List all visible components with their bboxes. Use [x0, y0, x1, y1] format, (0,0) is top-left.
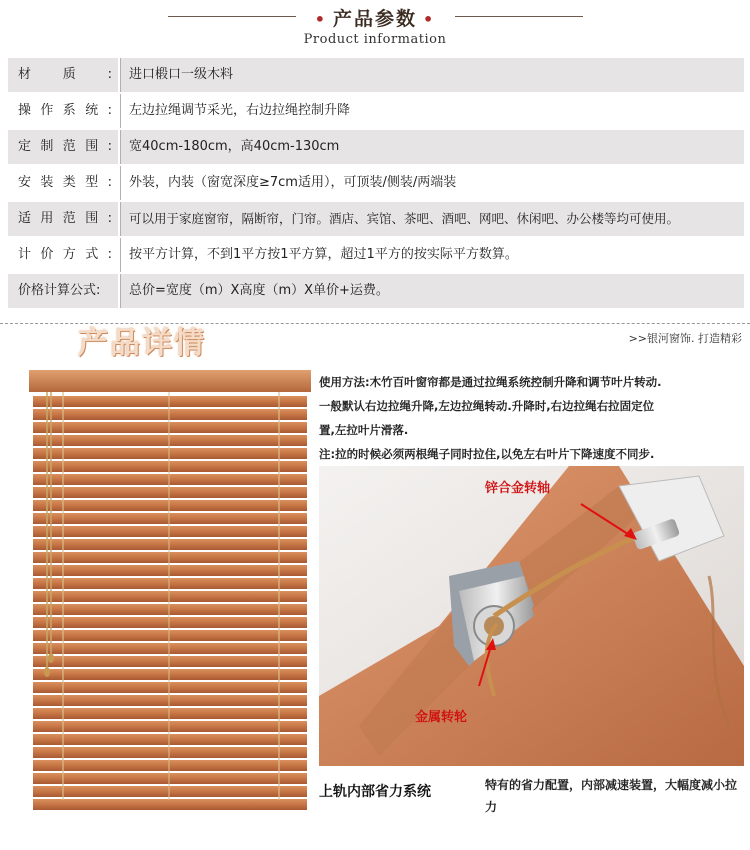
param-row	[8, 274, 744, 308]
mechanism-caption: 上轨内部省力系统	[319, 784, 431, 800]
param-row	[8, 202, 744, 236]
slat	[33, 786, 307, 797]
section-header	[0, 0, 750, 52]
param-row	[8, 94, 744, 128]
slat	[33, 643, 307, 654]
detail-banner	[0, 316, 750, 361]
slat	[33, 565, 307, 576]
slat	[33, 422, 307, 433]
param-value: 可以用于家庭窗帘，隔断帘，门帘。酒店、宾馆、茶吧、酒吧、网吧、休闲吧、办公楼等均可使用。	[120, 202, 744, 236]
slat	[33, 539, 307, 550]
wood-blind-image	[29, 370, 311, 815]
param-label: 计价方式:	[18, 247, 112, 262]
cord-tassel-icon[interactable]	[44, 667, 50, 677]
bullet-icon: •	[423, 10, 436, 29]
slat	[33, 487, 307, 498]
section-title	[0, 4, 750, 31]
slat	[33, 578, 307, 589]
slat	[33, 617, 307, 628]
slat	[33, 760, 307, 771]
slat	[33, 526, 307, 537]
slat	[33, 500, 307, 511]
param-value: 左边拉绳调节采光，右边拉绳控制升降	[120, 94, 744, 128]
slat	[33, 773, 307, 784]
detail-title: 产品详情	[78, 326, 206, 361]
slat	[33, 747, 307, 758]
slat	[33, 695, 307, 706]
slat	[33, 656, 307, 667]
usage-line: 一般默认右边拉绳升降,左边拉绳转动.升降时,右边拉绳右拉固定位	[319, 399, 655, 413]
bullet-icon: •	[314, 10, 327, 29]
slat	[33, 448, 307, 459]
usage-line: 使用方法:木竹百叶窗帘都是通过拉绳系统控制升降和调节叶片转动.	[319, 375, 662, 389]
param-value: 总价=宽度（m）X高度（m）X单价+运费。	[120, 274, 744, 308]
slat	[33, 708, 307, 719]
slats	[33, 396, 307, 810]
param-label: 操作系统:	[18, 103, 112, 118]
wheel-label: 金属转轮	[415, 710, 468, 725]
title-text: 产品参数	[332, 8, 417, 30]
param-row	[8, 238, 744, 272]
slat	[33, 669, 307, 680]
param-value: 按平方计算，不到1平方按1平方算，超过1平方的按实际平方数算。	[120, 238, 744, 272]
slat	[33, 461, 307, 472]
slat	[33, 604, 307, 615]
slat	[33, 721, 307, 732]
slat	[33, 630, 307, 641]
param-value: 外装，内装（窗宽深度≥7cm适用），可顶装/侧装/两端装	[120, 166, 744, 200]
slat	[33, 682, 307, 693]
param-label: 适用范围:	[8, 202, 118, 236]
mechanism-description: 特有的省力配置，内部减速装置，大幅度减小拉力	[485, 778, 738, 814]
param-value: 宽40cm-180cm，高40cm-130cm	[120, 130, 744, 164]
param-value: 进口椴口一级木料	[120, 58, 744, 92]
param-row	[8, 58, 744, 92]
cord-tassel-icon[interactable]	[48, 653, 54, 663]
param-row	[8, 166, 744, 200]
shaft-label: 锌合金转轴	[485, 481, 551, 496]
headrail-mechanism-photo	[319, 466, 744, 766]
slat	[33, 513, 307, 524]
slat	[33, 591, 307, 602]
slat	[33, 409, 307, 420]
slat	[33, 474, 307, 485]
slat	[33, 435, 307, 446]
brand-slogan: >>银河窗饰. 打造精彩	[628, 332, 742, 345]
param-label: 安装类型:	[18, 175, 112, 190]
usage-line: 置,左拉叶片滑落.	[319, 423, 409, 437]
param-label: 价格计算公式:	[8, 274, 118, 308]
usage-instructions	[319, 370, 747, 466]
headrail	[29, 370, 311, 392]
usage-line: 注:拉的时候必须两根绳子同时拉住,以免左右叶片下降速度不同步.	[319, 447, 655, 461]
param-label: 材质:	[8, 58, 118, 92]
slat	[33, 552, 307, 563]
section-subtitle: Product information	[303, 32, 447, 47]
slat	[33, 396, 307, 407]
param-row	[8, 130, 744, 164]
param-table	[8, 58, 744, 310]
slat	[33, 799, 307, 810]
slat	[33, 734, 307, 745]
param-label: 定制范围:	[8, 130, 118, 164]
